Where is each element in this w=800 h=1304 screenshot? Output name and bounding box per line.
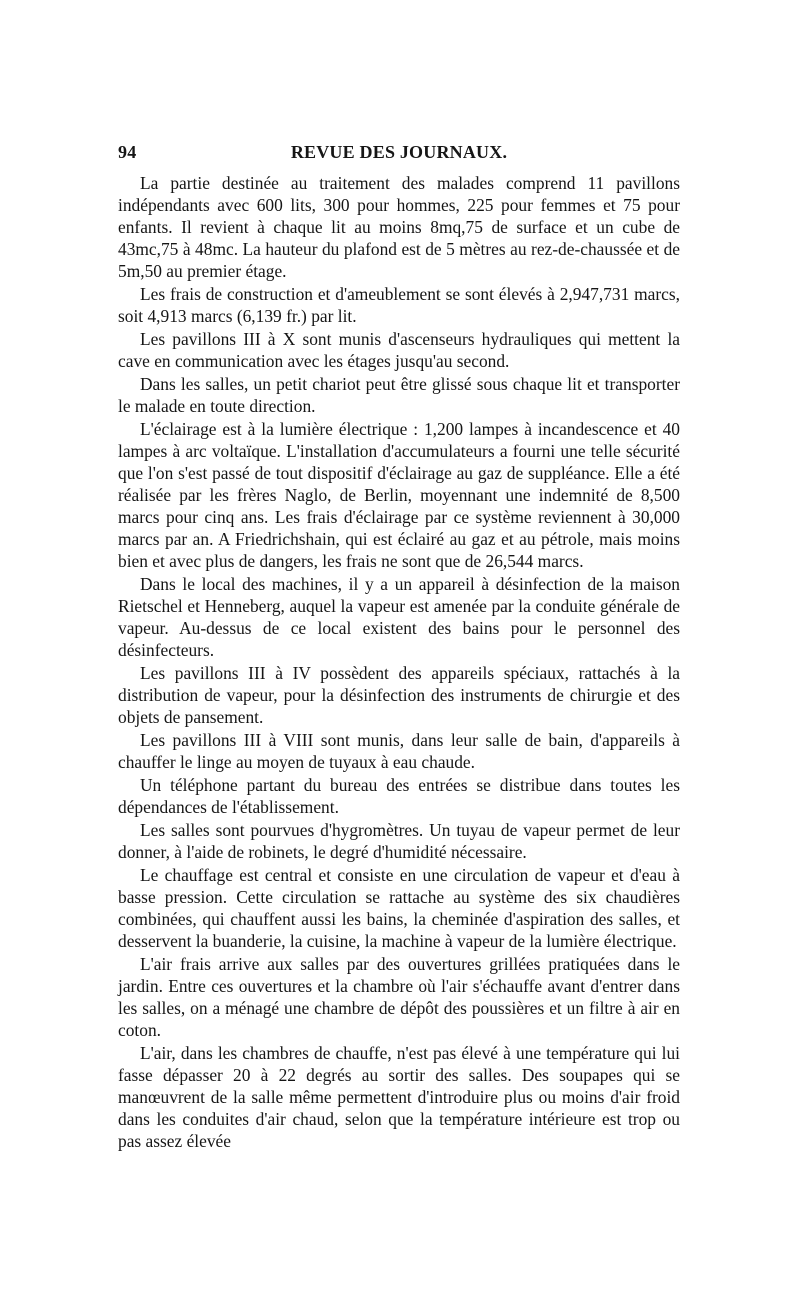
page-header <box>118 142 680 168</box>
paragraph: L'air, dans les chambres de chauffe, n'est pas élevé à une température qui lui fasse dépasser 20 à 22 degrés au sortir des salles. Des soupapes qui se manœuvrent de la salle même permettent d'introduire plus ou moins d'air froid dans les conduites d'air chaud, selon que la température intérieure est trop ou pas assez élevée <box>118 1043 680 1151</box>
paragraph: Le chauffage est central et consiste en une circulation de vapeur et d'eau à basse pression. Cette circulation se rattache au système des six chaudières combinées, qui chauffent aussi les bains, la cheminée d'aspiration des salles, et desservent la buanderie, la cuisine, la machine à vapeur de la lumière électrique. <box>118 865 680 951</box>
paragraph: Dans les salles, un petit chariot peut être glissé sous chaque lit et transporter le malade en toute direction. <box>118 374 680 416</box>
paragraph: Les pavillons III à VIII sont munis, dans leur salle de bain, d'appareils à chauffer le linge au moyen de tuyaux à eau chaude. <box>118 730 680 772</box>
page-number: 94 <box>118 142 137 162</box>
paragraph: Un téléphone partant du bureau des entrées se distribue dans toutes les dépendances de l'établissement. <box>118 775 680 817</box>
paragraph: Les salles sont pourvues d'hygromètres. Un tuyau de vapeur permet de leur donner, à l'aide de robinets, le degré d'humidité nécessaire. <box>118 820 680 862</box>
running-title: REVUE DES JOURNAUX. <box>290 142 508 162</box>
paragraph: La partie destinée au traitement des malades comprend 11 pavillons indépendants avec 600 lits, 300 pour hommes, 225 pour femmes et 75 pour enfants. Il revient à chaque lit au moins 8mq,75 de surface et un cube de 43mc,75 à 48mc. La hauteur du plafond est de 5 mètres au rez-de-chaussée et de 5m,50 au premier étage. <box>118 173 680 281</box>
paragraph: L'air frais arrive aux salles par des ouvertures grillées pratiquées dans le jardin. Entre ces ouvertures et la chambre où l'air s'échauffe avant d'entrer dans les salles, on a ménagé une chambre de dépôt des poussières et un filtre à air en coton. <box>118 954 680 1040</box>
paragraph: Les frais de construction et d'ameublement se sont élevés à 2,947,731 marcs, soit 4,913 marcs (6,139 fr.) par lit. <box>118 284 680 326</box>
paragraph: Les pavillons III à IV possèdent des appareils spéciaux, rattachés à la distribution de vapeur, pour la désinfection des instruments de chirurgie et des objets de pansement. <box>118 663 680 727</box>
article-body <box>118 172 680 1153</box>
paragraph: L'éclairage est à la lumière électrique : 1,200 lampes à incandescence et 40 lampes à arc voltaïque. L'installation d'accumulateurs a fourni une telle sécurité que l'on s'est passé de tout dispositif d'éclairage au gaz de suppléance. Elle a été réalisée par les frères Naglo, de Berlin, moyennant une indemnité de 8,500 marcs pour cinq ans. Les frais d'éclairage par ce système reviennent à 30,000 marcs par an. A Friedrichshain, qui est éclairé au gaz et au pétrole, mais moins bien et avec plus de dangers, les frais ne sont que de 26,544 marcs. <box>118 419 680 571</box>
paragraph: Les pavillons III à X sont munis d'ascenseurs hydrauliques qui mettent la cave en communication avec les étages jusqu'au second. <box>118 329 680 371</box>
paragraph: Dans le local des machines, il y a un appareil à désinfection de la maison Rietschel et Henneberg, auquel la vapeur est amenée par la conduite générale de vapeur. Au-dessus de ce local existent des bains pour le personnel des désinfecteurs. <box>118 574 680 660</box>
